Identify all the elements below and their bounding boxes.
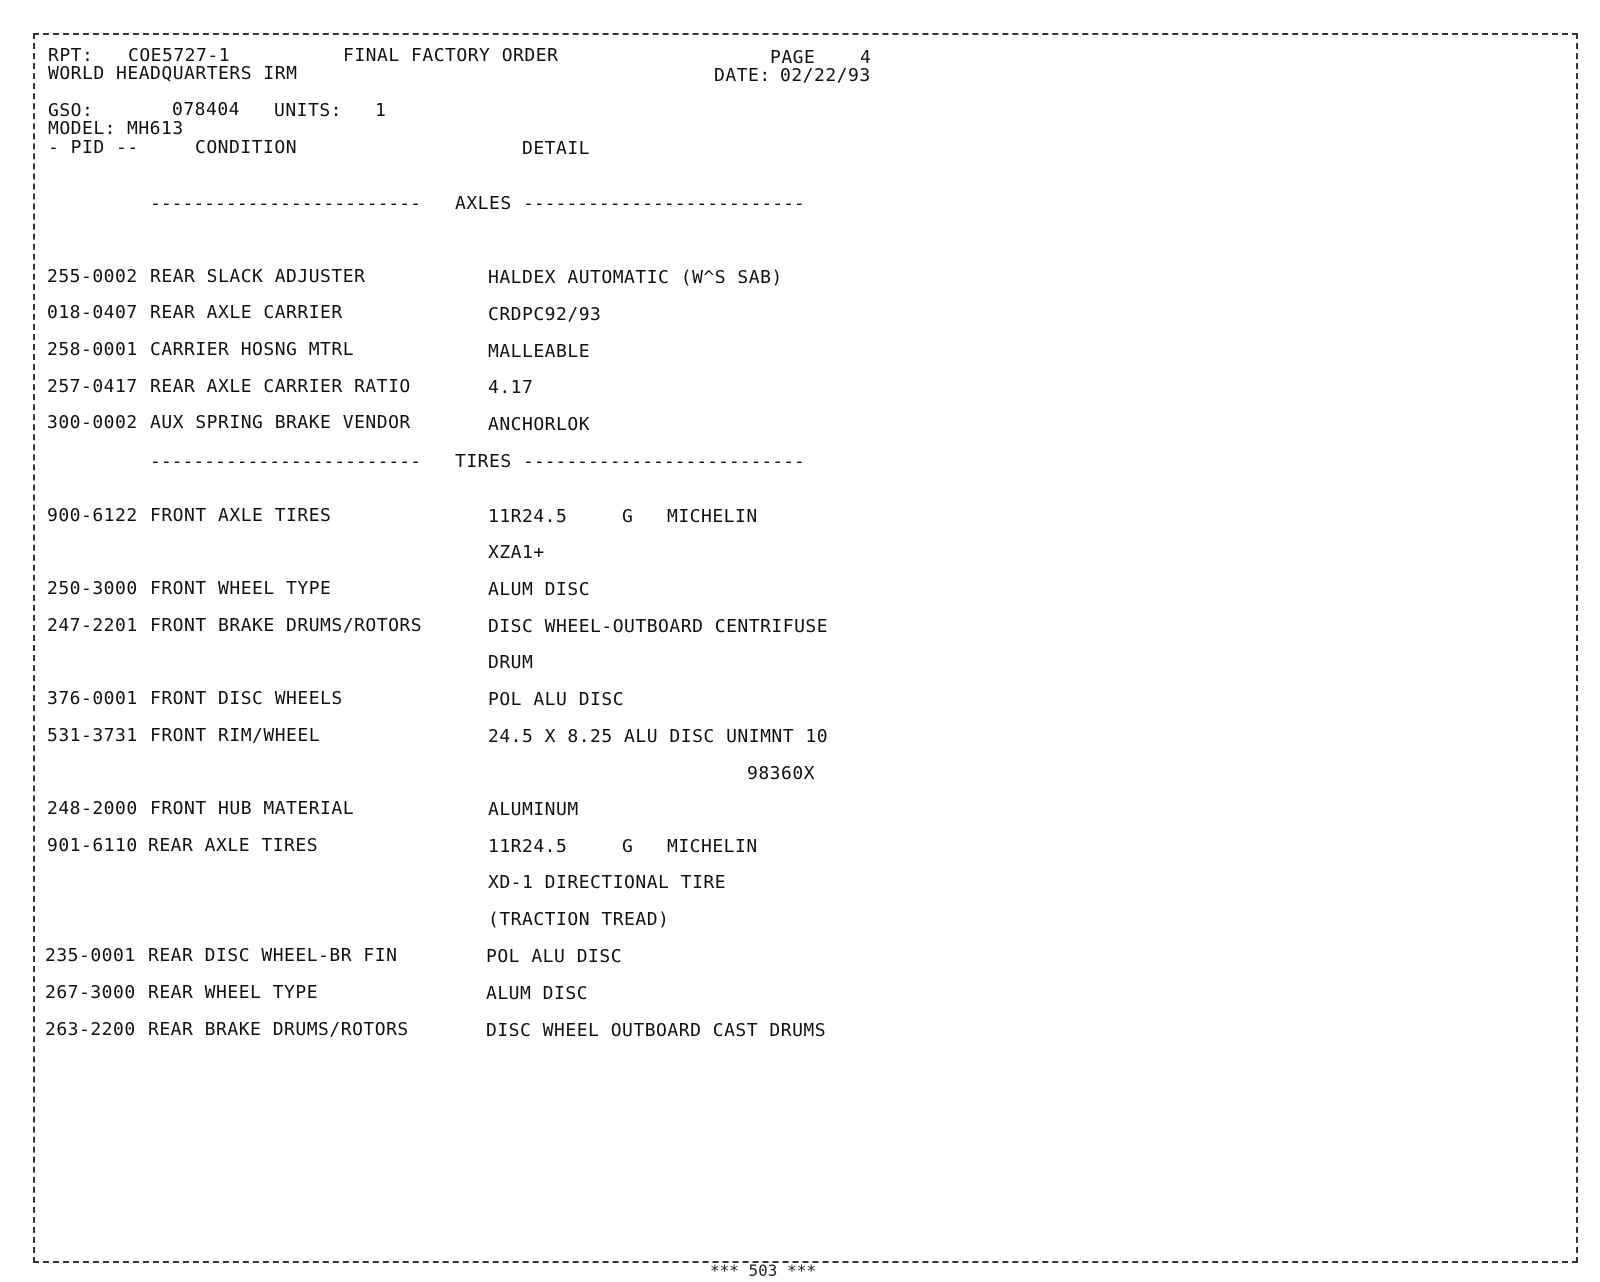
row-detail-continuation: 98360X	[747, 763, 816, 784]
footer-page-mark: *** 503 ***	[710, 1261, 816, 1280]
units-value: 1	[375, 100, 387, 121]
row-condition: REAR AXLE CARRIER	[150, 302, 343, 323]
row-condition: REAR BRAKE DRUMS/ROTORS	[148, 1019, 409, 1040]
row-detail: ALUMINUM	[488, 799, 579, 820]
report-page-border	[33, 33, 1578, 1263]
row-condition: FRONT AXLE TIRES	[150, 505, 332, 526]
row-detail: POL ALU DISC	[488, 689, 625, 710]
tire-brand: MICHELIN	[667, 836, 758, 857]
row-detail: DISC WHEEL OUTBOARD CAST DRUMS	[486, 1020, 827, 1041]
row-detail: DISC WHEEL-OUTBOARD CENTRIFUSE	[488, 616, 829, 637]
row-pid: 376-0001	[47, 688, 138, 709]
row-condition: FRONT RIM/WHEEL	[150, 725, 321, 746]
tire-brand: MICHELIN	[667, 506, 758, 527]
model-label: MODEL:	[48, 118, 117, 139]
row-condition: FRONT HUB MATERIAL	[150, 798, 355, 819]
section-divider-right: --------------------------	[523, 193, 805, 214]
page-number: 4	[860, 47, 872, 68]
row-detail: 11R24.5	[488, 506, 568, 527]
section-divider-left: -------------------------	[150, 451, 421, 472]
date-label: DATE:	[714, 65, 771, 86]
row-condition: REAR SLACK ADJUSTER	[150, 266, 366, 287]
row-detail: ALUM DISC	[486, 983, 589, 1004]
tire-grade: G	[622, 836, 634, 857]
row-detail: 4.17	[488, 377, 534, 398]
row-pid: 247-2201	[47, 615, 138, 636]
section-title-axles: AXLES	[455, 193, 512, 214]
row-detail-continuation: (TRACTION TREAD)	[488, 909, 670, 930]
row-condition: FRONT DISC WHEELS	[150, 688, 343, 709]
row-detail: POL ALU DISC	[486, 946, 623, 967]
row-detail: CRDPC92/93	[488, 304, 602, 325]
row-condition: CARRIER HOSNG MTRL	[150, 339, 355, 360]
page-label: PAGE	[770, 47, 816, 68]
row-pid: 263-2200	[45, 1019, 136, 1040]
row-detail: 11R24.5	[488, 836, 568, 857]
org-name: WORLD HEADQUARTERS IRM	[48, 63, 298, 84]
section-title-tires: TIRES	[455, 451, 512, 472]
row-condition: REAR WHEEL TYPE	[148, 982, 319, 1003]
column-header-condition: CONDITION	[195, 137, 298, 158]
row-pid: 531-3731	[47, 725, 138, 746]
row-detail-continuation: DRUM	[488, 652, 534, 673]
row-pid: 267-3000	[45, 982, 136, 1003]
section-divider-right: --------------------------	[523, 451, 805, 472]
row-condition: AUX SPRING BRAKE VENDOR	[150, 412, 411, 433]
row-detail: HALDEX AUTOMATIC (W^S SAB)	[488, 267, 783, 288]
row-pid: 901-6110	[47, 835, 138, 856]
row-pid: 248-2000	[47, 798, 138, 819]
row-detail: 24.5 X 8.25 ALU DISC UNIMNT 10	[488, 726, 829, 747]
row-pid: 300-0002	[47, 412, 138, 433]
row-detail: ALUM DISC	[488, 579, 591, 600]
report-title: FINAL FACTORY ORDER	[343, 45, 559, 66]
row-pid: 900-6122	[47, 505, 138, 526]
gso-label: GSO:	[48, 100, 94, 121]
row-pid: 258-0001	[47, 339, 138, 360]
units-label: UNITS:	[274, 100, 343, 121]
row-condition: REAR AXLE TIRES	[148, 835, 319, 856]
model-value: MH613	[127, 118, 184, 139]
row-pid: 250-3000	[47, 578, 138, 599]
column-header-pid: - PID --	[48, 137, 139, 158]
row-detail-continuation: XD-1 DIRECTIONAL TIRE	[488, 872, 727, 893]
rpt-value: COE5727-1	[128, 45, 231, 66]
date-value: 02/22/93	[780, 65, 871, 86]
rpt-label: RPT:	[48, 45, 94, 66]
row-pid: 018-0407	[47, 302, 138, 323]
row-pid: 255-0002	[47, 266, 138, 287]
row-detail: MALLEABLE	[488, 341, 591, 362]
row-condition: FRONT WHEEL TYPE	[150, 578, 332, 599]
row-detail: ANCHORLOK	[488, 414, 591, 435]
row-pid: 257-0417	[47, 376, 138, 397]
row-condition: FRONT BRAKE DRUMS/ROTORS	[150, 615, 423, 636]
column-header-detail: DETAIL	[522, 138, 591, 159]
gso-value: 078404	[172, 99, 241, 120]
tire-grade: G	[622, 506, 634, 527]
section-divider-left: -------------------------	[150, 193, 421, 214]
row-condition: REAR AXLE CARRIER RATIO	[150, 376, 411, 397]
row-detail-continuation: XZA1+	[488, 542, 545, 563]
row-condition: REAR DISC WHEEL-BR FIN	[148, 945, 398, 966]
row-pid: 235-0001	[45, 945, 136, 966]
